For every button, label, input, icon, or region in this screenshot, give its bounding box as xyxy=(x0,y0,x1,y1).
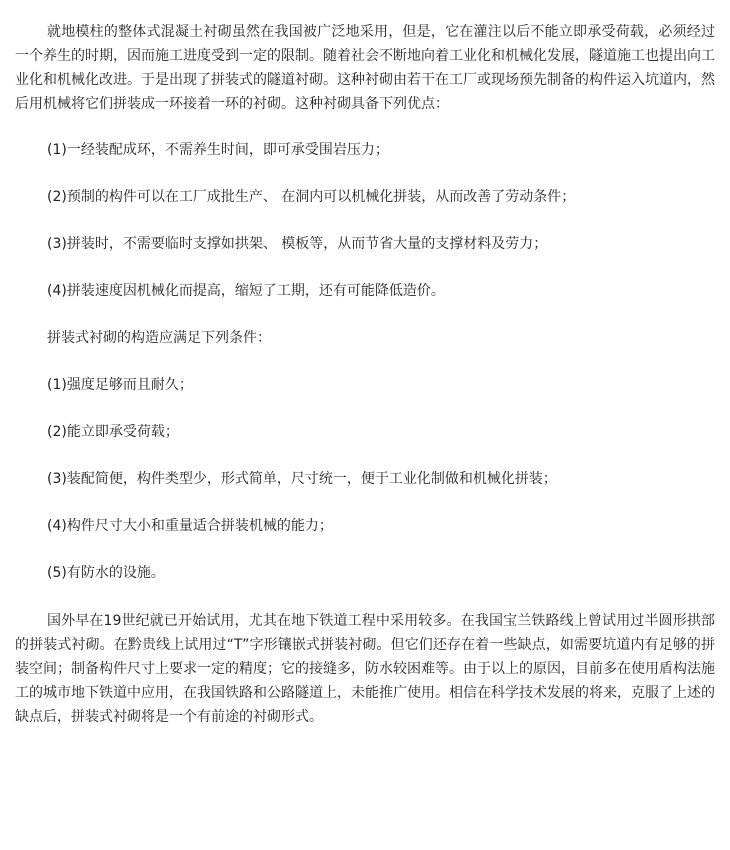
advantage-item-3: (3)拼装时，不需要临时支撑如拱架、 模板等，从而节省大量的支撑材料及劳力； xyxy=(47,236,548,252)
condition-item-4: (4)构件尺寸大小和重量适合拼装机械的能力； xyxy=(47,518,333,534)
advantage-item-2: (2)预制的构件可以在工厂成批生产、 在洞内可以机械化拼装，从而改善了劳动条件； xyxy=(47,189,576,205)
condition-item-1: (1)强度足够而且耐久； xyxy=(47,377,193,393)
condition-item-5: (5)有防水的设施。 xyxy=(47,565,165,581)
intro-paragraph: 就地模柱的整体式混凝土衬砌虽然在我国被广泛地采用，但是，它在灌注以后不能立即承受荷载，必须经过一个养生的时期，因而施工进度受到一定的限制。随着社会不断地向着工业化和机械化发展，隧道施工也提出向工业化和机械化改进。于是出现了拼装式的隧道衬砌。这种衬砌由若干在工厂或现场预先制备的构件运入坑道内，然后用机械将它们拼装成一环接着一环的衬砌。这种衬砌具备下列优点： xyxy=(15,24,715,112)
conditions-intro: 拼装式衬砌的构造应满足下列条件： xyxy=(47,330,271,346)
closing-paragraph: 国外早在19世纪就已开始试用，尤其在地下铁道工程中采用较多。在我国宝兰铁路线上曾试用过半圆形拱部的拼装式衬砌。在黔贵线上试用过“T”字形镶嵌式拼装衬砌。但它们还存在着一些缺点，如需要坑道内有足够的拼装空间；制备构件尺寸上要求一定的精度；它的接缝多，防水较困难等。由于以上的原因，目前多在使用盾构法施工的城市地下铁道中应用，在我国铁路和公路隧道上，未能推广使用。相信在科学技术发展的将来，克服了上述的缺点后，拼装式衬砌将是一个有前途的衬砌形式。 xyxy=(15,613,715,725)
advantage-item-4: (4)拼装速度因机械化而提高，缩短了工期，还有可能降低造价。 xyxy=(47,283,445,299)
condition-item-3: (3)装配简便，构件类型少，形式简单，尺寸统一，便于工业化制做和机械化拼装； xyxy=(47,471,557,487)
advantage-item-1: (1)一经装配成环，不需养生时间，即可承受围岩压力； xyxy=(47,142,389,158)
document-body xyxy=(15,20,715,729)
condition-item-2: (2)能立即承受荷载； xyxy=(47,424,179,440)
